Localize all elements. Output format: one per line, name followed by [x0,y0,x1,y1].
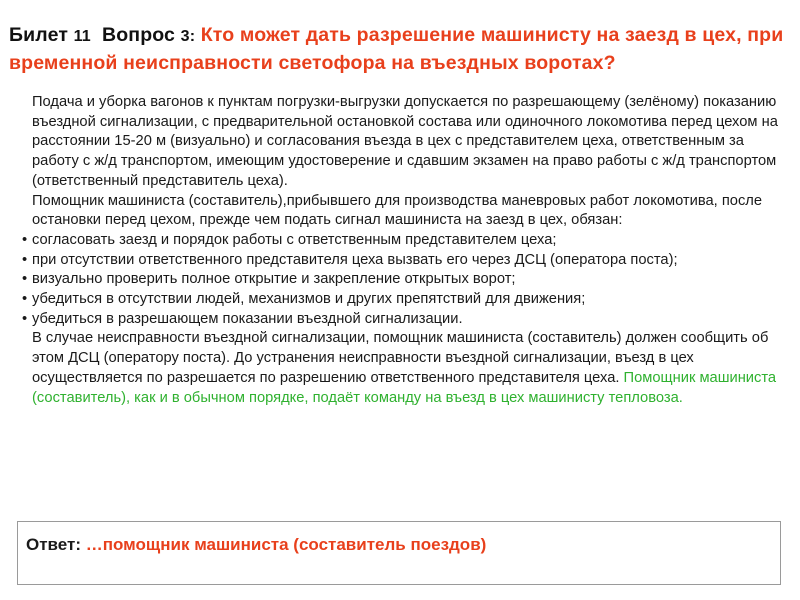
bullet-item: • визуально проверить полное открытие и закрепление открытых ворот; [22,270,782,290]
answer-value: …помощник машиниста (составитель поездов) [85,535,487,554]
answer-box [17,521,781,585]
ticket-label: Билет [9,24,69,46]
ticket-number: 11 [73,28,91,45]
bullet-item: • убедиться в отсутствии людей, механизмов и других препятствий для движения; [22,290,782,310]
question-heading [9,22,784,76]
question-number: 3: [180,28,196,45]
paragraph-assistant-duties: Помощник машиниста (составитель),прибывшего для производства маневровых работ локомотива, после остановки перед цехом, прежде чем подать сигнал машиниста на заезд в цех, обязан: [32,192,763,229]
explanation-body [22,93,782,408]
question-text: Кто может дать разрешение машинисту на заезд в цех, при временной неисправности светофора на въездных воротах? [9,24,784,74]
paragraph-loading-rules: Подача и уборка вагонов к пунктам погрузки-выгрузки допускается по разрешающему (зелёному) показанию въездной сигнализации, с предварительной остановкой состава или одиночного локомотива перед цехом на расстоянии 15-20 м (визуально) и согласования въезда в цех с представителем цеха, ответственным за работу с ж/д транспортом, имеющим удостоверение и сдавшим экзамен на право работы с ж/д транспортом (ответственный представитель цеха). [32,94,778,189]
answer-label: Ответ: [26,535,81,554]
paragraph-malfunction [22,329,782,408]
highlight-text: Помощник машиниста (составитель), как и в обычном порядке, подаёт команду на въезд в цех машинисту тепловоза. [32,369,777,406]
bullet-item: • убедиться в разрешающем показании въездной сигнализации. [22,310,782,330]
bullet-item: • при отсутствии ответственного представителя цеха вызвать его через ДСЦ (оператора поста); [22,251,782,271]
question-label: Вопрос [101,24,176,46]
malfunction-text: В случае неисправности въездной сигнализации, помощник машиниста (составитель) должен сообщить об этом ДСЦ (оператору поста). До устранения неисправности въездной сигнализации, въезд в цех осуществляется по разрешается по разрешению ответственного представителя цеха. [32,330,769,386]
bullet-item: • согласовать заезд и порядок работы с ответственным представителем цеха; [22,231,782,251]
